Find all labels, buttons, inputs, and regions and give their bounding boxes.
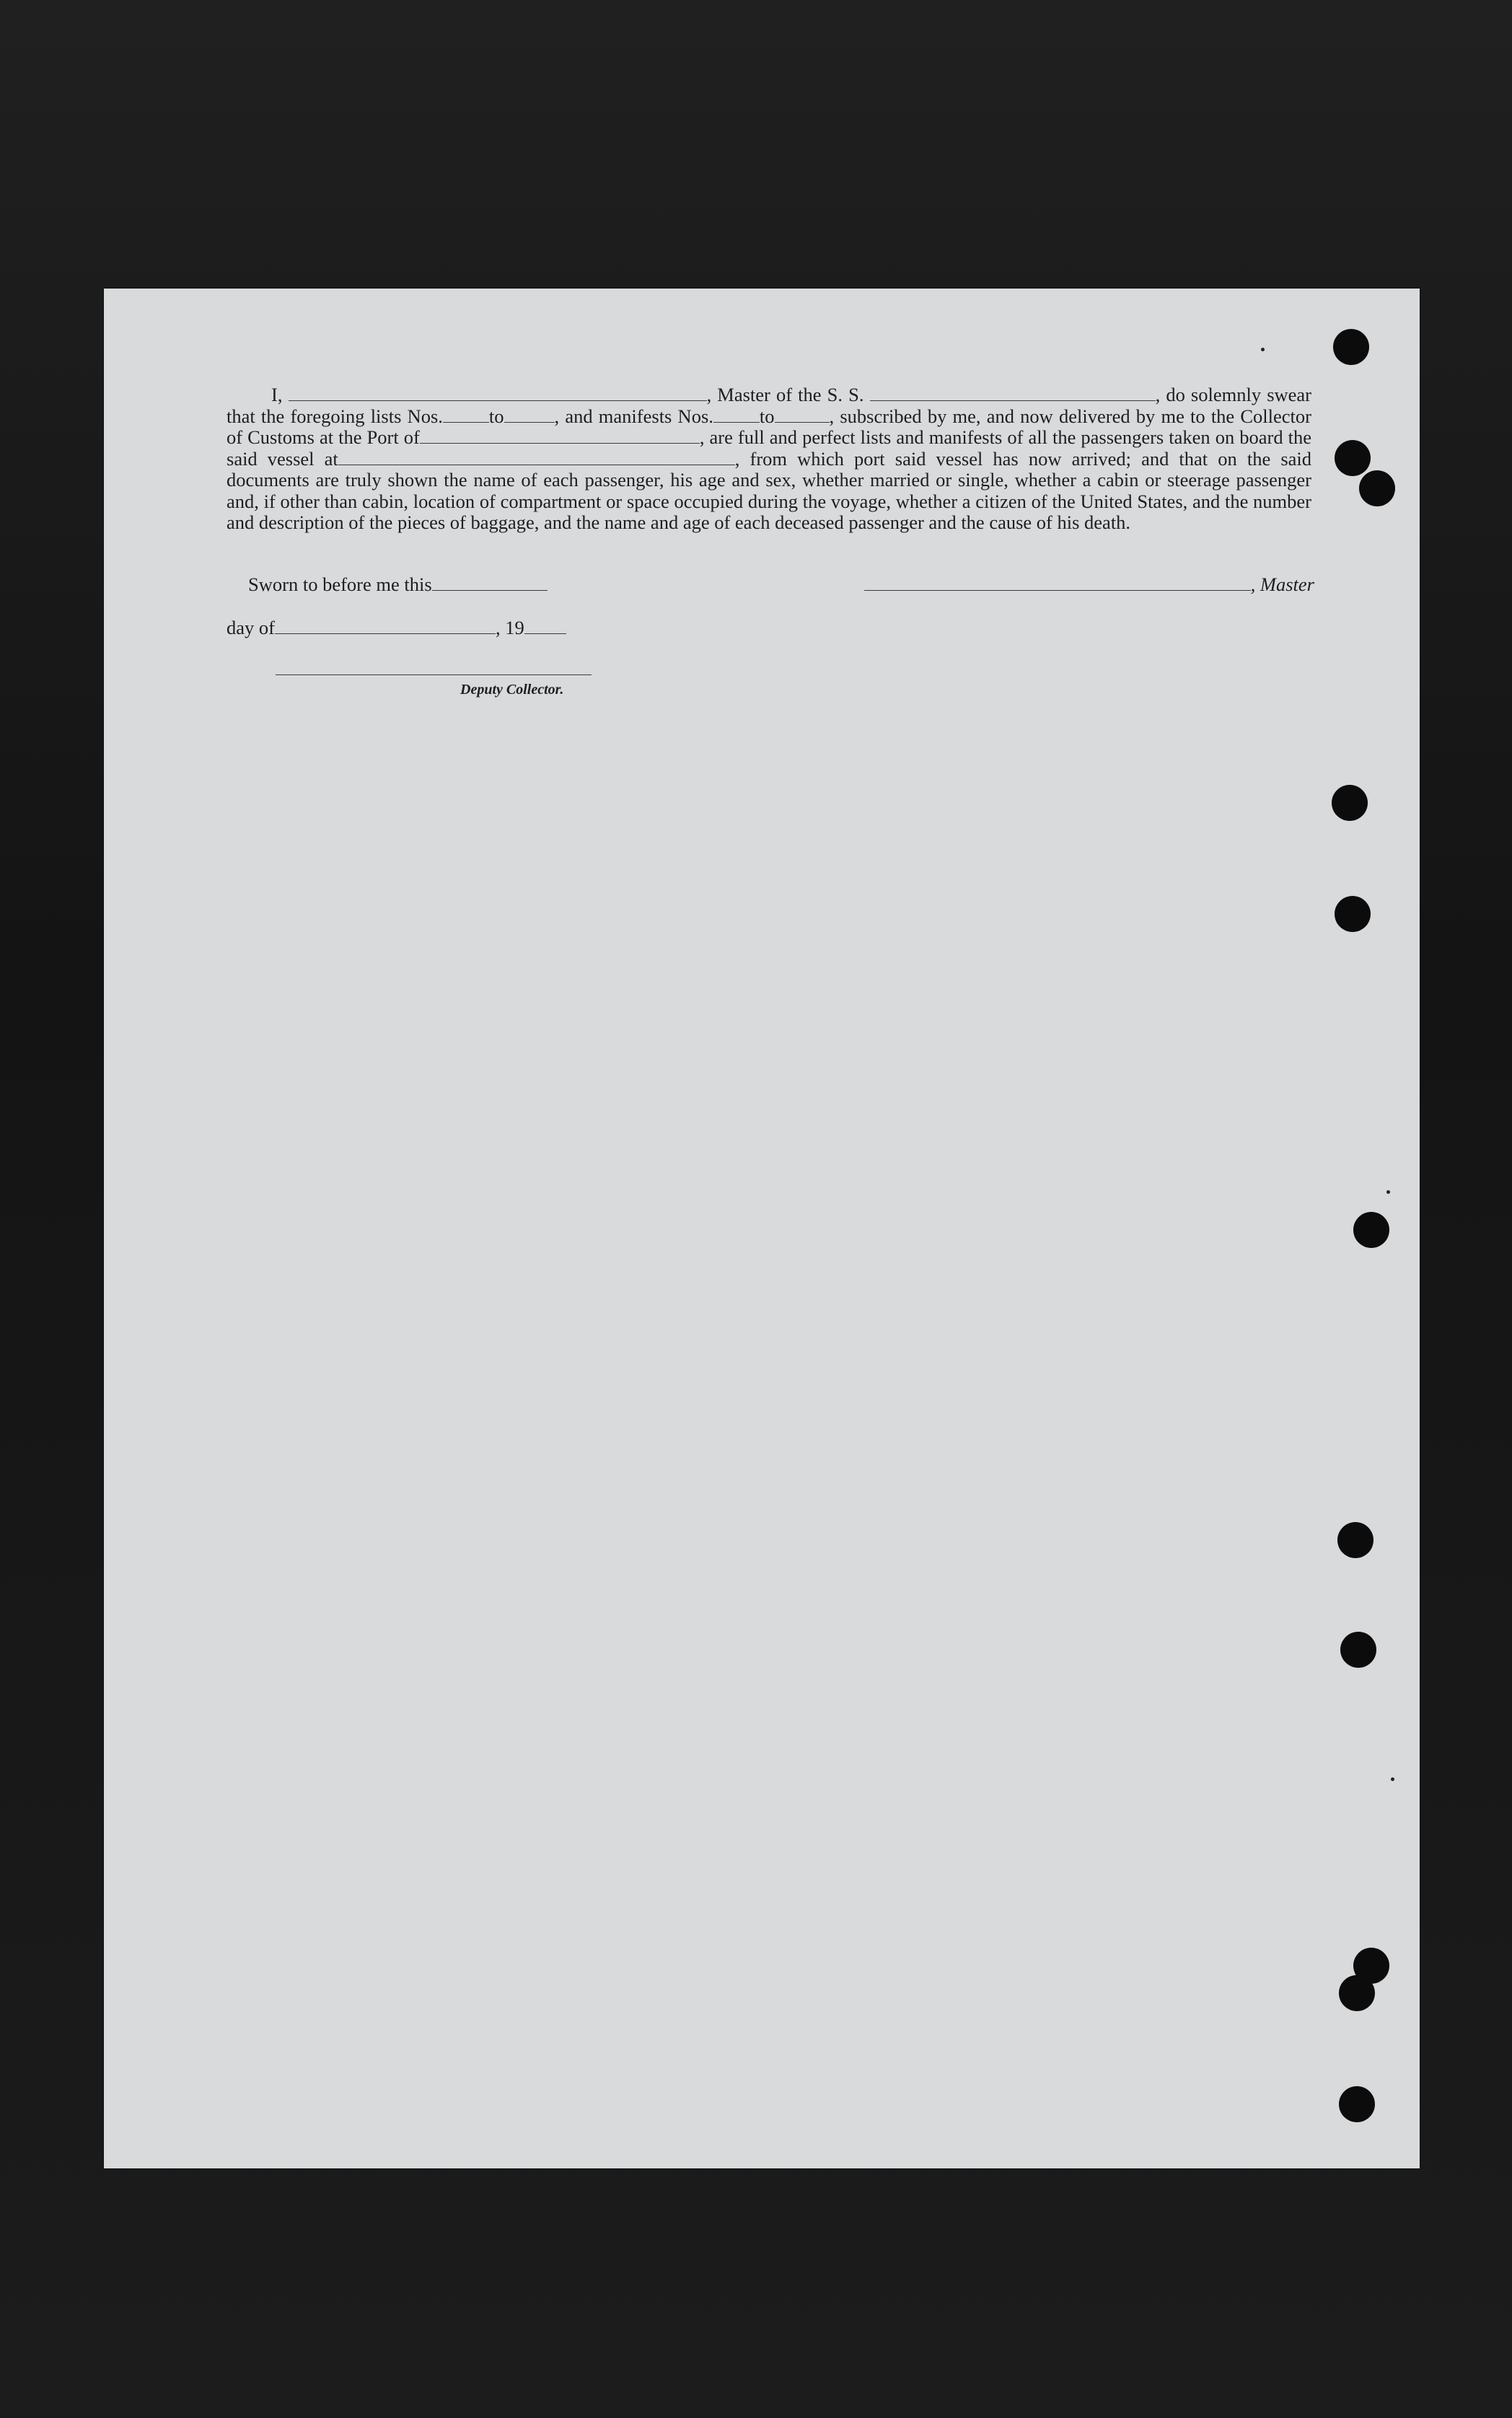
punch-hole xyxy=(1337,1522,1373,1558)
speck xyxy=(1386,1190,1390,1194)
day-row xyxy=(227,617,566,639)
sworn-label: Sworn to before me this xyxy=(248,573,432,595)
document-page xyxy=(104,289,1420,2168)
oath-swear: swear that the foregoing lists Nos. xyxy=(227,384,1312,427)
year-blank xyxy=(524,619,566,634)
oath-master-of: , Master of the S. S. xyxy=(706,384,864,405)
manifest-from-blank xyxy=(713,408,760,423)
oath-to-2: to xyxy=(759,405,775,427)
oath-from-which: , from which xyxy=(734,447,844,470)
oath-intro: I, xyxy=(271,384,283,405)
punch-hole xyxy=(1353,1212,1389,1248)
ship-name-blank xyxy=(870,386,1156,401)
sworn-row xyxy=(248,573,548,596)
oath-rest: port said vessel has now arrived; and that on the said documents are truly shown the name of each passenger, his age and sex, whether married or single, whether a cabin or steerage passenger and, if other than cabin, location of compartment or space occupied during the voyage, whether a citizen of the United States, and the number and description of the pieces of baggage, and the name and age of each deceased passenger and the cause of his death. xyxy=(227,447,1312,533)
master-name-blank xyxy=(289,386,707,401)
punch-hole xyxy=(1359,470,1395,506)
punch-hole xyxy=(1339,2086,1375,2122)
master-label: , Master xyxy=(1250,573,1314,595)
day-of-label: day of xyxy=(227,617,275,638)
punch-hole xyxy=(1332,785,1368,821)
oath-to-1: to xyxy=(488,405,504,427)
speck xyxy=(1391,1777,1394,1781)
embark-port-blank xyxy=(338,450,735,465)
oath-paragraph xyxy=(227,384,1311,534)
manifest-to-blank xyxy=(775,408,830,423)
list-from-blank xyxy=(443,408,489,423)
oath-delivered: delivered by me to the Collector of Customs at the Port of xyxy=(227,405,1311,448)
oath-manifests-all: manifests of all the passengers taken on board the said vessel at xyxy=(227,426,1311,470)
punch-hole xyxy=(1335,440,1371,476)
punch-hole xyxy=(1340,1632,1376,1668)
oath-manifests: , and manifests Nos. xyxy=(554,405,713,427)
year-label: , 19 xyxy=(495,617,524,638)
oath-subscribed: , subscribed by me, and now xyxy=(829,405,1053,427)
punch-hole xyxy=(1333,329,1369,365)
oath-are-full: , are full and perfect lists and xyxy=(699,426,924,448)
master-signature xyxy=(864,573,1314,596)
master-signature-blank xyxy=(864,576,1251,591)
day-blank xyxy=(275,619,496,634)
oath-solemnly: , do solemnly xyxy=(1155,384,1262,405)
punch-hole xyxy=(1339,1975,1375,2011)
deputy-collector-label: Deputy Collector. xyxy=(460,682,564,698)
deputy-signature-line xyxy=(276,674,592,675)
sworn-date-blank xyxy=(432,576,548,591)
punch-hole xyxy=(1335,896,1371,932)
list-to-blank xyxy=(504,408,555,423)
port-blank xyxy=(420,428,700,444)
speck xyxy=(1261,348,1265,351)
